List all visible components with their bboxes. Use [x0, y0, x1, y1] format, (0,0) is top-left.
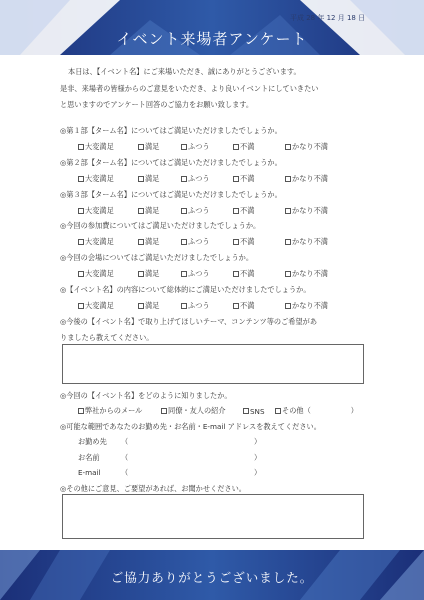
rating-option-very-satisfied[interactable]: 大変満足 [78, 142, 138, 152]
checkbox-icon[interactable] [181, 271, 187, 277]
rating-option-neutral[interactable]: ふつう [181, 206, 233, 216]
question-3: ◎第３部【ターム名】についてはご満足いただけましたでしょうか。 [60, 190, 282, 199]
rating-option-satisfied[interactable]: 満足 [138, 142, 181, 152]
checkbox-icon[interactable] [285, 176, 291, 182]
page-title: イベント来場者アンケート [116, 30, 308, 48]
checkbox-icon[interactable] [233, 144, 239, 150]
name-paren-close: ） [254, 453, 262, 462]
checkbox-icon[interactable] [233, 208, 239, 214]
question-topics-line-2: りましたら教えてください。 [60, 333, 154, 342]
checkbox-icon[interactable] [138, 176, 144, 182]
checkbox-icon[interactable] [285, 144, 291, 150]
question-contact: ◎可能な範囲であなたのお勤め先・お名前・E-mail アドレスを教えてください。 [60, 422, 321, 431]
rating-option-very-dissatisfied[interactable]: かなり不満 [285, 142, 345, 152]
rating-option-very-dissatisfied[interactable]: かなり不満 [285, 301, 345, 311]
checkbox-icon[interactable] [285, 303, 291, 309]
rating-option-satisfied[interactable]: 満足 [138, 174, 181, 184]
rating-options-5 [78, 269, 345, 279]
rating-option-neutral[interactable]: ふつう [181, 269, 233, 279]
checkbox-icon[interactable] [233, 271, 239, 277]
checkbox-icon[interactable] [285, 271, 291, 277]
rating-options-2 [78, 174, 345, 184]
rating-option-very-satisfied[interactable]: 大変満足 [78, 301, 138, 311]
rating-option-dissatisfied[interactable]: 不満 [233, 174, 285, 184]
checkbox-icon[interactable] [161, 408, 167, 414]
field-label-email: E-mail [78, 468, 101, 477]
thanks-message: ご協力ありがとうございました。 [110, 570, 314, 585]
source-options [78, 406, 358, 416]
checkbox-icon[interactable] [78, 239, 84, 245]
rating-option-dissatisfied[interactable]: 不満 [233, 142, 285, 152]
question-2: ◎第２部【ターム名】についてはご満足いただけましたでしょうか。 [60, 158, 282, 167]
checkbox-icon[interactable] [78, 271, 84, 277]
topics-textarea[interactable] [62, 344, 364, 384]
rating-option-neutral[interactable]: ふつう [181, 174, 233, 184]
rating-options-6 [78, 301, 345, 311]
question-1: ◎第１部【ターム名】についてはご満足いただけましたでしょうか。 [60, 126, 282, 135]
rating-option-very-satisfied[interactable]: 大変満足 [78, 174, 138, 184]
source-option-other[interactable]: その他（ ） [275, 406, 358, 416]
rating-option-neutral[interactable]: ふつう [181, 142, 233, 152]
question-topics-line-1: ◎今後の【イベント名】で取り上げてほしいテーマ、コンテンツ等のご希望があ [60, 317, 318, 326]
checkbox-icon[interactable] [78, 208, 84, 214]
name-paren-open: （ [121, 453, 129, 462]
checkbox-icon[interactable] [138, 144, 144, 150]
rating-option-dissatisfied[interactable]: 不満 [233, 206, 285, 216]
rating-option-neutral[interactable]: ふつう [181, 301, 233, 311]
checkbox-icon[interactable] [138, 271, 144, 277]
checkbox-icon[interactable] [233, 239, 239, 245]
rating-option-very-satisfied[interactable]: 大変満足 [78, 237, 138, 247]
checkbox-icon[interactable] [181, 239, 187, 245]
rating-option-dissatisfied[interactable]: 不満 [233, 301, 285, 311]
checkbox-icon[interactable] [78, 144, 84, 150]
checkbox-icon[interactable] [181, 144, 187, 150]
source-option-referral[interactable]: 同僚・友人の紹介 [161, 406, 243, 416]
rating-option-satisfied[interactable]: 満足 [138, 206, 181, 216]
question-4: ◎今回の参加費についてはご満足いただけましたでしょうか。 [60, 221, 261, 230]
intro-line-2: 是非、来場者の皆様からのご意見をいただき、より良いイベントにしていきたい [60, 83, 319, 93]
rating-option-satisfied[interactable]: 満足 [138, 237, 181, 247]
rating-option-neutral[interactable]: ふつう [181, 237, 233, 247]
checkbox-icon[interactable] [78, 303, 84, 309]
checkbox-icon[interactable] [181, 208, 187, 214]
question-other: ◎その他にご意見、ご要望があれば、お聞かせください。 [60, 484, 246, 493]
checkbox-icon[interactable] [181, 176, 187, 182]
footer-banner [0, 550, 424, 600]
checkbox-icon[interactable] [138, 208, 144, 214]
rating-option-very-satisfied[interactable]: 大変満足 [78, 206, 138, 216]
header-banner [0, 0, 424, 55]
field-label-name: お名前 [78, 453, 100, 462]
checkbox-icon[interactable] [275, 408, 281, 414]
email-paren-open: （ [121, 468, 129, 477]
checkbox-icon[interactable] [233, 303, 239, 309]
question-source: ◎今回の【イベント名】をどのように知りましたか。 [60, 391, 232, 400]
intro-line-3: と思いますのでアンケート回答のご協力をお願い致します。 [60, 100, 254, 109]
intro-text [60, 64, 370, 114]
checkbox-icon[interactable] [138, 239, 144, 245]
rating-option-very-dissatisfied[interactable]: かなり不満 [285, 269, 345, 279]
source-option-email[interactable]: 弊社からのメール [78, 406, 161, 416]
rating-option-very-dissatisfied[interactable]: かなり不満 [285, 237, 345, 247]
checkbox-icon[interactable] [78, 408, 84, 414]
rating-option-very-dissatisfied[interactable]: かなり不満 [285, 174, 345, 184]
rating-options-4 [78, 237, 345, 247]
rating-option-satisfied[interactable]: 満足 [138, 269, 181, 279]
checkbox-icon[interactable] [285, 239, 291, 245]
other-textarea[interactable] [62, 494, 364, 539]
issue-date: 平成 28 年 12 月 18 日 [290, 14, 366, 22]
source-option-sns[interactable]: SNS [243, 406, 275, 416]
checkbox-icon[interactable] [233, 176, 239, 182]
company-paren-open: （ [121, 437, 129, 446]
rating-option-very-dissatisfied[interactable]: かなり不満 [285, 206, 345, 216]
question-6: ◎【イベント名】の内容について総体的にご満足いただけましたでしょうか。 [60, 285, 311, 294]
rating-option-dissatisfied[interactable]: 不満 [233, 237, 285, 247]
question-5: ◎今回の会場についてはご満足いただけましたでしょうか。 [60, 253, 254, 262]
rating-options-1 [78, 142, 345, 152]
rating-options-3 [78, 206, 345, 216]
checkbox-icon[interactable] [138, 303, 144, 309]
checkbox-icon[interactable] [78, 176, 84, 182]
email-paren-close: ） [254, 468, 262, 477]
rating-option-satisfied[interactable]: 満足 [138, 301, 181, 311]
rating-option-dissatisfied[interactable]: 不満 [233, 269, 285, 279]
intro-line-1: 本日は、【イベント名】にご来場いただき、誠にありがとうございます。 [68, 67, 301, 76]
rating-option-very-satisfied[interactable]: 大変満足 [78, 269, 138, 279]
checkbox-icon[interactable] [243, 408, 249, 414]
checkbox-icon[interactable] [181, 303, 187, 309]
checkbox-icon[interactable] [285, 208, 291, 214]
field-label-company: お勤め先 [78, 437, 107, 446]
company-paren-close: ） [254, 437, 262, 446]
